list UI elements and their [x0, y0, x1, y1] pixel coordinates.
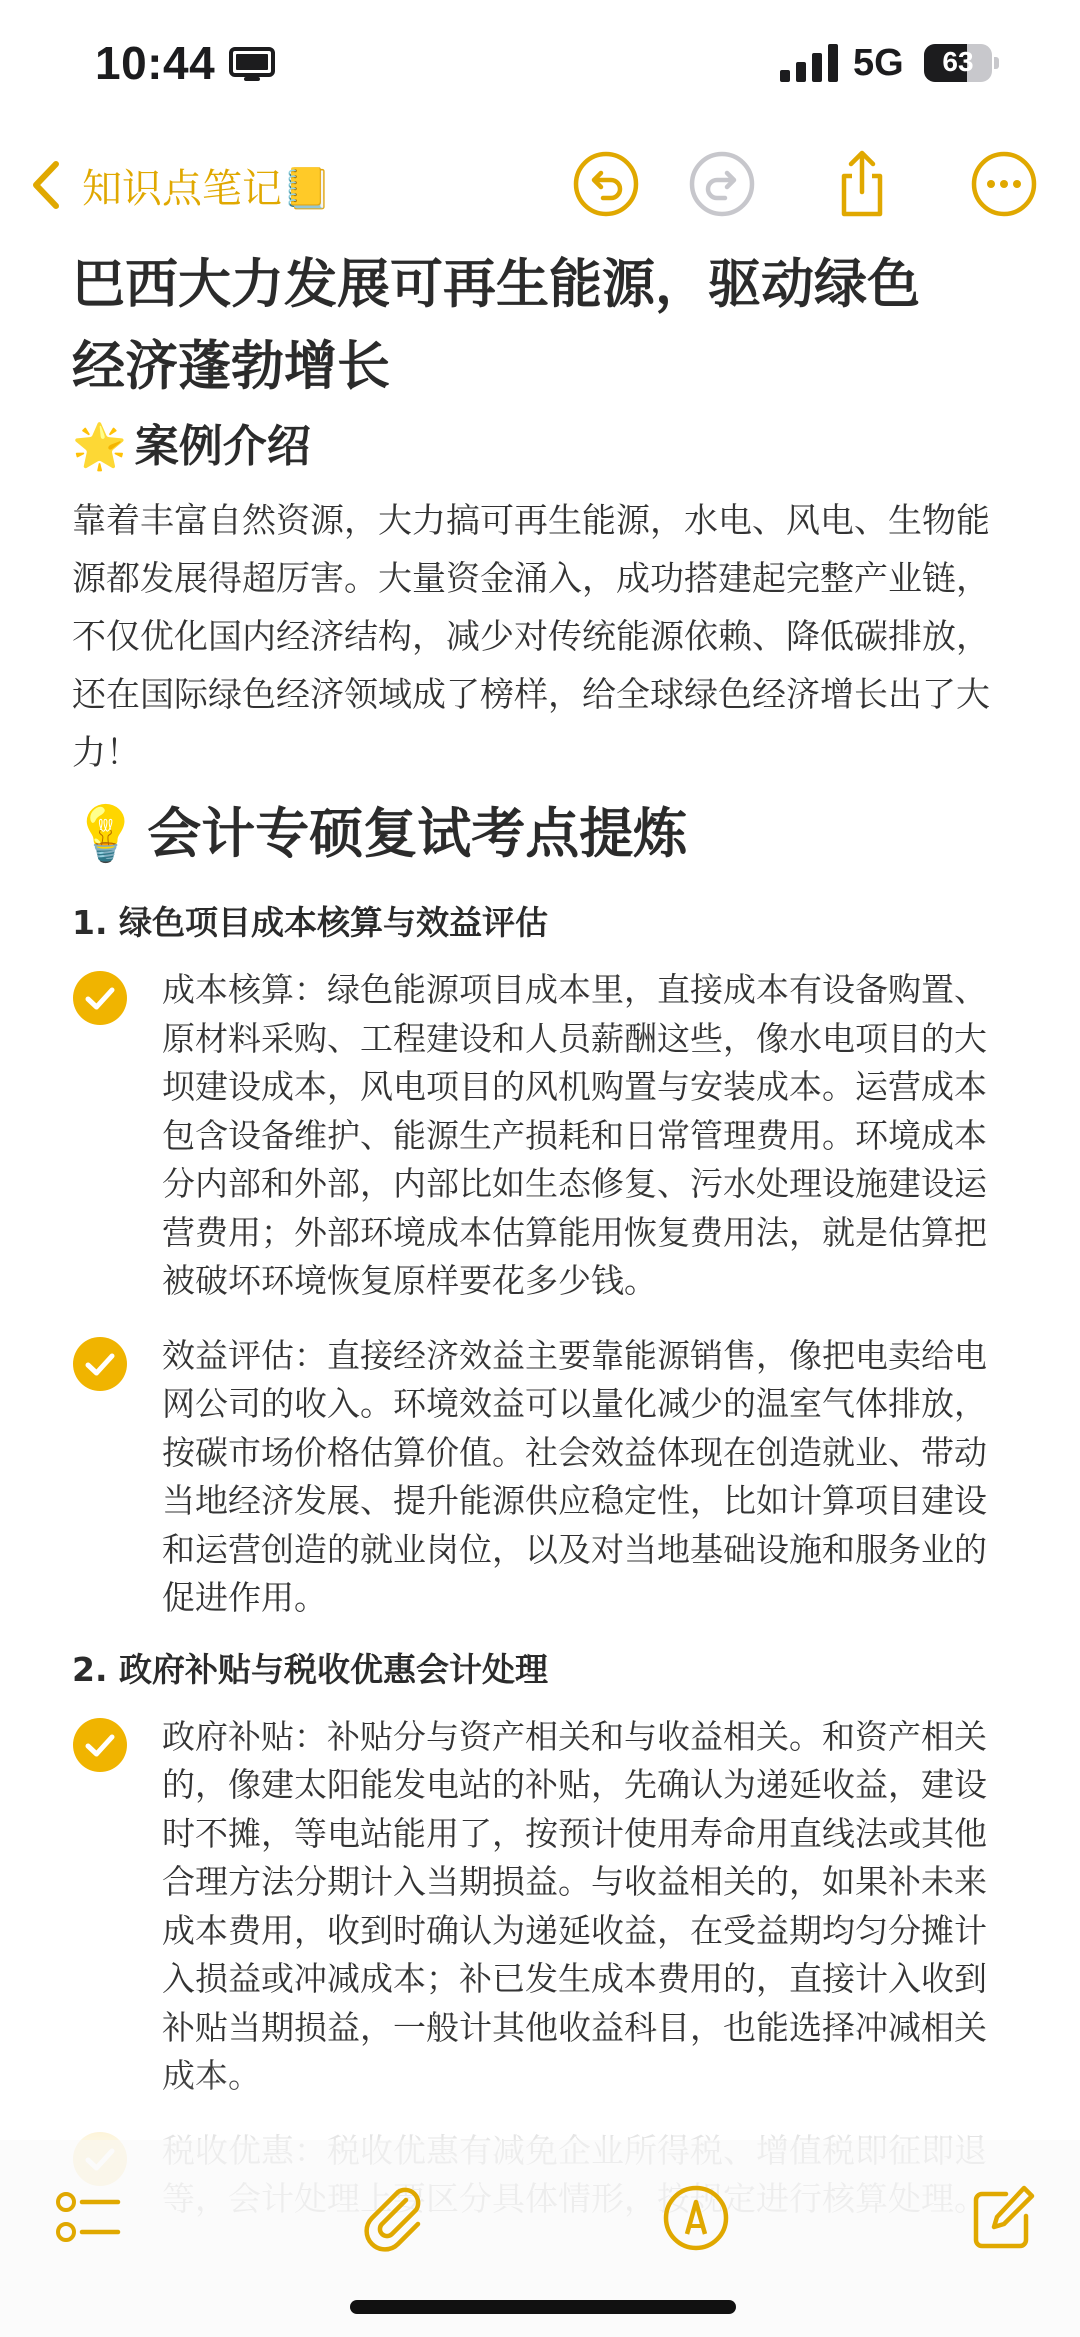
lightbulb-emoji-icon: 💡 — [72, 802, 140, 865]
more-icon[interactable] — [968, 148, 1040, 220]
note-title-line2: 经济蓬勃增长 — [72, 336, 390, 397]
checklist-item — [72, 1713, 1012, 2101]
case-heading-text: 案例介绍 — [134, 421, 311, 472]
checklist-item-text: 政府补贴：补贴分与资产相关和与收益相关。和资产相关的，像建太阳能发电站的补贴，先确认为递延收益，建设时不摊，等电站能用了，按预计使用寿命用直线法或其他合理方法分期计入当期损益。与收益相关的，如果补未来成本费用，收到时确认为递延收益，在受益期均匀分摊计入损益或冲减成本；补已发生成本费用的，直接计入收到补贴当期损益，一般计其他收益科目，也能选择冲减相关成本。 — [162, 1716, 987, 2095]
exam-heading-text: 会计专硕复试考点提炼 — [147, 802, 688, 865]
battery-level: 63 — [942, 46, 974, 77]
status-time: 10:44 — [95, 37, 216, 89]
chevron-left-icon — [28, 158, 64, 212]
undo-icon[interactable] — [570, 148, 642, 220]
checklist-item — [72, 1332, 1012, 1623]
checklist-item-text: 效益评估：直接经济效益主要靠能源销售，像把电卖给电网公司的收入。环境效益可以量化减少的温室气体排放，按碳市场价格估算价值。社会效益体现在创造就业、带动当地经济发展、提升能源供应稳定性，比如计算项目建设和运营创造的就业岗位，以及对当地基础设施和服务业的促进作用。 — [162, 1335, 987, 1617]
case-heading — [72, 412, 1012, 482]
screen-mirroring-icon — [228, 46, 276, 82]
checklist-icon[interactable] — [52, 2182, 124, 2254]
checklist-item — [72, 966, 1012, 1306]
battery-icon — [924, 44, 1000, 82]
section-heading: 2. 政府补贴与税收优惠会计处理 — [72, 1649, 548, 1689]
navigation-bar — [0, 130, 1080, 240]
note-title-line1: 巴西大力发展可再生能源，驱动绿色 — [72, 254, 920, 315]
case-paragraph: 靠着丰富自然资源，大力搞可再生能源，水电、风电、生物能源都发展得超厉害。大量资金涌入，成功搭建起完整产业链，不仅优化国内经济结构，减少对传统能源依赖、降低碳排放，还在国际绿色经济领域成了榜样，给全球绿色经济增长出了大力！ — [72, 501, 990, 773]
status-bar — [0, 0, 1080, 130]
redo-icon[interactable] — [686, 148, 758, 220]
back-button[interactable] — [28, 150, 332, 220]
checkmark-circle-icon[interactable] — [72, 1717, 128, 1773]
back-label: 知识点笔记📒 — [82, 165, 332, 212]
compose-icon[interactable] — [966, 2182, 1038, 2254]
markup-icon[interactable] — [660, 2182, 732, 2254]
checkmark-circle-icon[interactable] — [72, 970, 128, 1026]
checkmark-circle-icon[interactable] — [72, 1336, 128, 1392]
checklist-item-text: 成本核算：绿色能源项目成本里，直接成本有设备购置、原材料采购、工程建设和人员薪酬这些，像水电项目的大坝建设成本，风电项目的风机购置与安装成本。运营成本包含设备维护、能源生产损耗和日常管理费用。环境成本分内部和外部，内部比如生态修复、污水处理设施建设运营费用；外部环境成本估算能用恢复费用法，就是估算把被破坏环境恢复原样要花多少钱。 — [162, 970, 987, 1300]
section-heading: 1. 绿色项目成本核算与效益评估 — [72, 903, 548, 942]
note-body[interactable] — [72, 244, 1012, 2224]
network-type: 5G — [853, 42, 904, 84]
share-icon[interactable] — [826, 148, 898, 220]
cellular-signal-icon — [780, 44, 842, 82]
attachment-icon[interactable] — [358, 2182, 430, 2254]
note-title — [72, 244, 1012, 408]
home-indicator[interactable] — [350, 2300, 736, 2314]
star-emoji-icon: 🌟 — [72, 421, 127, 472]
exam-heading — [72, 788, 1012, 880]
